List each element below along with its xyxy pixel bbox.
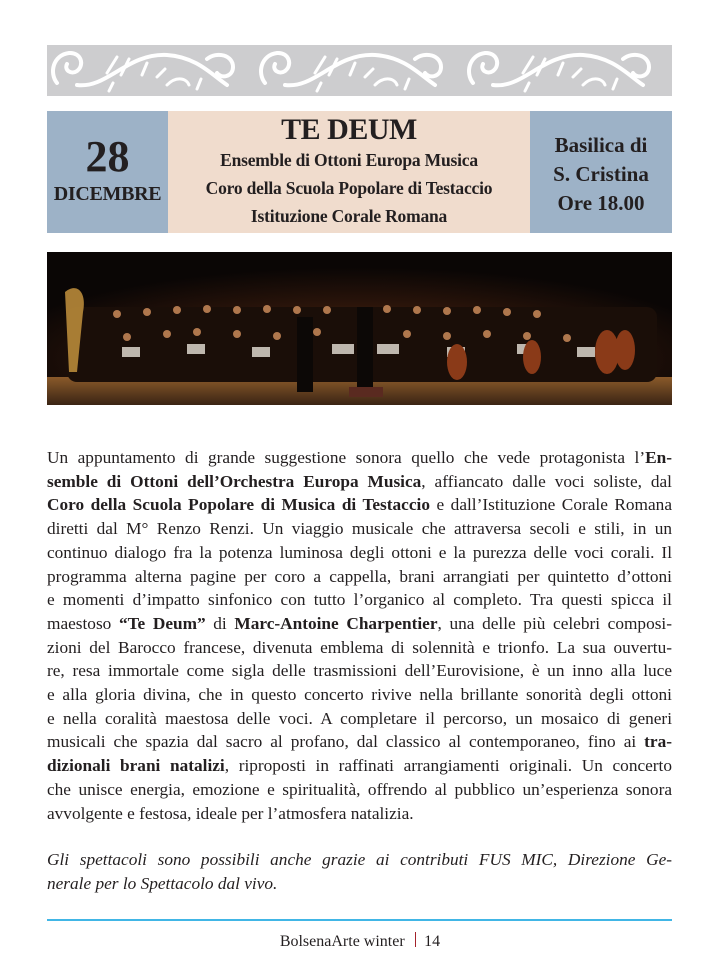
- text-run: musicali che spazia dal sacro al profano, dal classico al contemporaneo, fino ai: [47, 732, 645, 752]
- page-footer: [0, 932, 720, 952]
- text-run: diretti dal M° Renzo Renzi. Un viaggio musicale che attraversa secoli e stili, in un: [47, 519, 672, 539]
- event-time: Ore 18.00: [557, 191, 645, 215]
- text-run: e dall’Istituzione Corale Romana: [429, 495, 672, 515]
- body-line: [47, 659, 672, 683]
- orchestra-photo: [47, 252, 672, 405]
- body-line: [47, 636, 672, 660]
- article-body: [47, 446, 672, 825]
- text-run: che unisce energia, emozione e spiritualità, offrendo al pubblico un’esperienza sonora: [47, 779, 672, 799]
- bold-text: dizionali brani natalizi: [47, 756, 225, 776]
- text-run: continuo dialogo fra la potenza luminosa degli ottoni e la purezza delle voci corali. Il: [47, 542, 672, 562]
- event-month: DICEMBRE: [53, 183, 162, 205]
- text-run: maestoso: [47, 613, 119, 633]
- decorative-scroll-band: [47, 45, 672, 96]
- body-line: [47, 470, 672, 494]
- publication-name: BolsenaArte winter: [279, 933, 405, 950]
- text-run: e momenti d’impatto sinfonico con tutto l’organico al completo. Tra questi spicca il: [47, 590, 672, 610]
- text-run: avvolgente e festosa, ideale per l’atmosfera natalizia.: [47, 803, 414, 823]
- event-day: 28: [85, 132, 130, 181]
- body-line: [47, 778, 672, 802]
- footer-separator: [415, 932, 417, 947]
- bold-text: En-: [645, 448, 672, 467]
- event-venue-box: [530, 111, 672, 233]
- venue-line: Basilica di: [554, 133, 648, 157]
- body-line: [47, 588, 672, 612]
- body-line: [47, 517, 672, 541]
- text-run: , una delle più celebri composi-: [437, 613, 672, 633]
- body-line: [47, 612, 672, 636]
- funding-note-line: Gli spettacoli sono possibili anche grazie ai contributi FUS MIC, Direzione Ge-: [47, 850, 672, 869]
- text-run: , affiancato dalle voci soliste, dal: [421, 471, 672, 491]
- funding-note: [47, 848, 672, 896]
- body-line: [47, 541, 672, 565]
- text-run: re, resa immortale come sigla delle trasmissioni dell’Eurovisione, è un inno alla luce: [47, 661, 672, 681]
- venue-line: S. Cristina: [553, 162, 649, 186]
- event-title-box: [168, 111, 530, 233]
- performer-line: Istituzione Corale Romana: [250, 206, 448, 226]
- orchestra-concert-photo-icon: [47, 252, 672, 405]
- event-title: TE DEUM: [281, 113, 417, 146]
- body-line: [47, 802, 672, 826]
- body-line: [47, 754, 672, 778]
- text-run: programma alterna pagine per coro a cappella, brani arrangiati per quintetto d’ottoni: [47, 566, 672, 586]
- text-run: di: [205, 613, 235, 633]
- body-line: [47, 707, 672, 731]
- text-run: e nella coralità maestosa delle voci. A completare il percorso, un mosaico di generi: [47, 708, 672, 728]
- funding-note-line: nerale per lo Spettacolo dal vivo.: [47, 874, 278, 893]
- body-line: [47, 730, 672, 754]
- bold-text: Marc-Antoine Charpentier: [234, 613, 438, 633]
- text-run: zioni del Barocco francese, divenuta emblema di solennità e trionfo. La sua ouvertu-: [47, 637, 672, 657]
- body-line: [47, 565, 672, 589]
- bold-text: tra-: [644, 732, 672, 752]
- bold-text: “Te Deum”: [118, 613, 206, 633]
- performer-line: Coro della Scuola Popolare di Testaccio: [205, 178, 493, 198]
- performer-line: Ensemble di Ottoni Europa Musica: [220, 150, 478, 170]
- text-run: , riproposti in raffinati arrangiamenti originali. Un concerto: [224, 756, 673, 776]
- event-date-box: [47, 111, 168, 233]
- ornament-scroll-icon: [47, 45, 672, 96]
- body-line: [47, 683, 672, 707]
- body-line: [47, 493, 672, 517]
- page-number: 14: [424, 933, 441, 950]
- bold-text: Coro della Scuola Popolare di Musica di Testaccio: [47, 495, 430, 515]
- body-line: [47, 446, 672, 470]
- bold-text: semble di Ottoni dell’Orchestra Europa Musica: [47, 471, 422, 491]
- text-run: e alla gloria divina, che in questo concerto rivive nella brillante sonorità degli ottoni: [47, 685, 672, 705]
- text-run: Un appuntamento di grande suggestione sonora quello che vede protagonista l’: [47, 448, 646, 467]
- footer-divider: [47, 919, 672, 921]
